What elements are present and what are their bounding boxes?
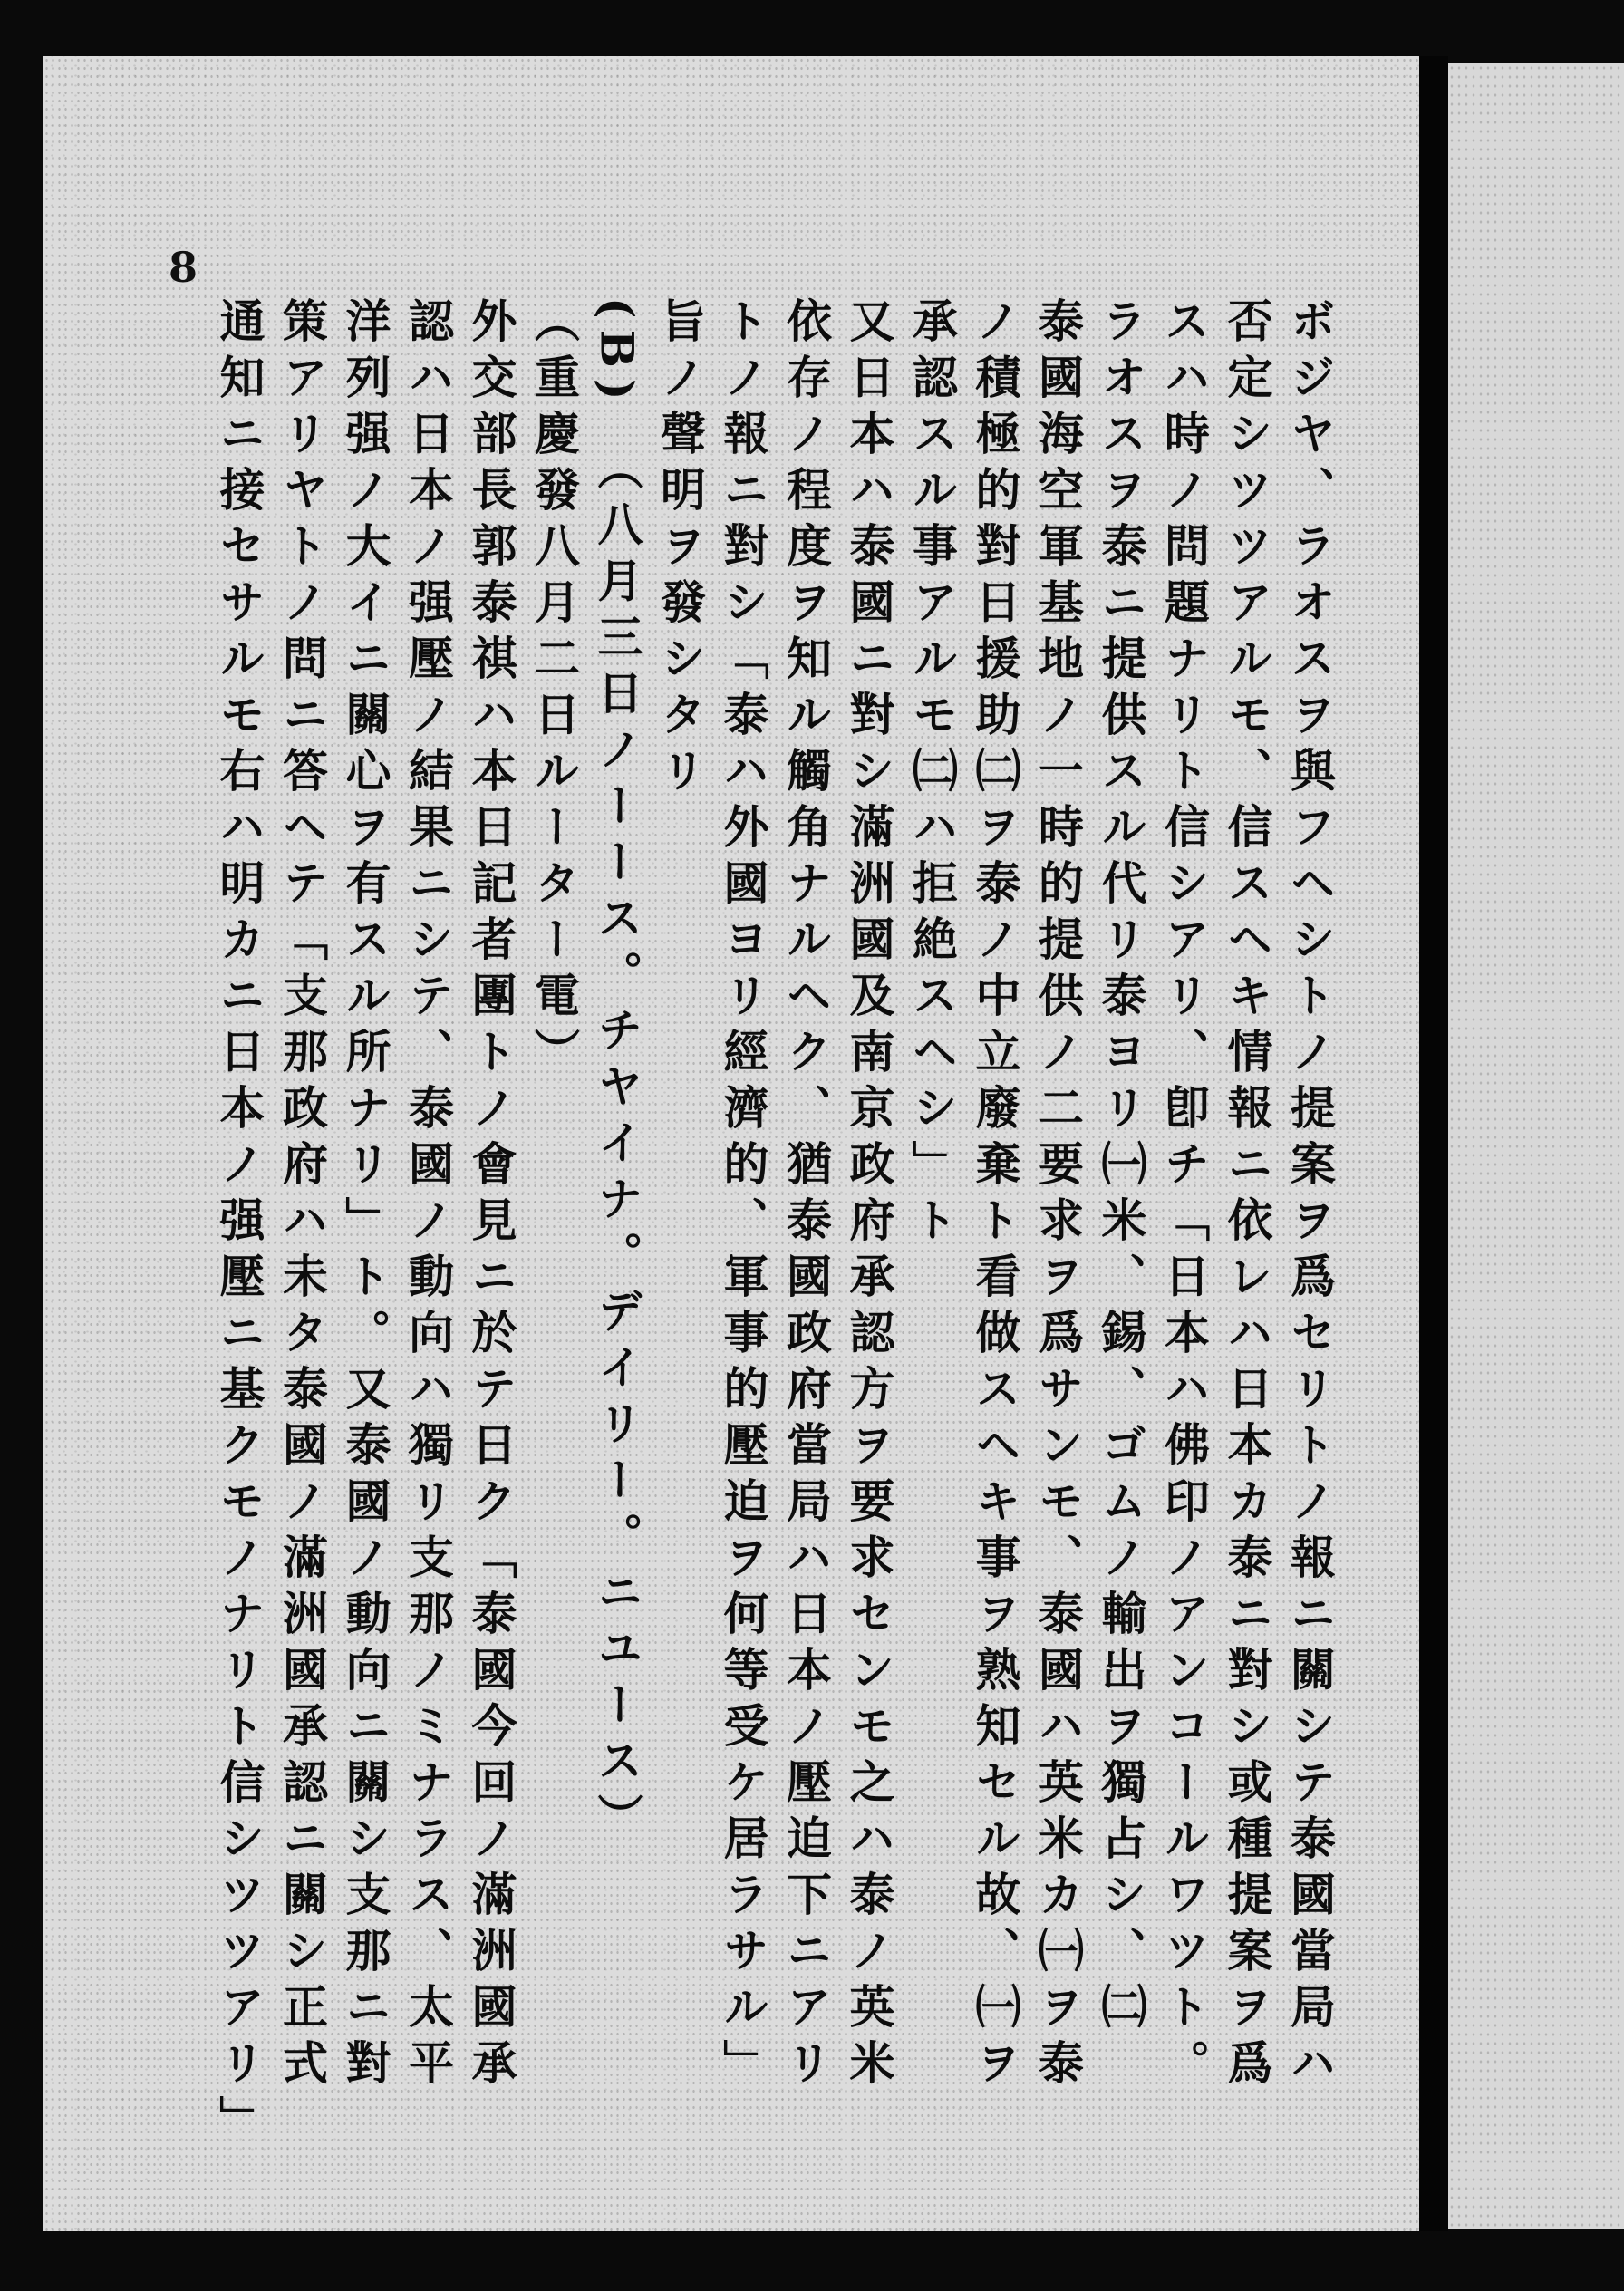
text-column-4: ラオスヲ泰ニ提供スル代リ泰ヨリ㈠米、錫、ゴムノ輸出ヲ獨占シ、㈡	[1094, 297, 1148, 2039]
text-column-14: 外交部長郭泰祺ハ本日記者團トノ會見ニ於テ日ク「泰國今回ノ滿洲國承	[464, 297, 518, 2095]
text-column-1: ボジヤ、ラオスヲ與フヘシトノ提案ヲ爲セリトノ報ニ關シテ泰國當局ハ	[1283, 297, 1337, 2095]
text-column-17: 策アリヤトノ問ニ答ヘテ「支那政府ハ未タ泰國ノ滿洲國承認ニ關シ正式	[276, 297, 329, 2095]
text-column-2: 否定シツツアルモ、信スヘキ情報ニ依レハ日本カ泰ニ對シ或種提案ヲ爲	[1220, 297, 1274, 2095]
text-column-18: 通知ニ接セサルモ右ハ明カニ日本ノ强壓ニ基クモノナリト信シツツアリ」	[212, 297, 266, 2151]
text-column-15: 認ハ日本ノ强壓ノ結果ニシテ、泰國ノ動向ハ獨リ支那ノミナラス、太平	[401, 297, 455, 2095]
page-number: 8	[169, 243, 198, 292]
source-citation-north-china-daily-news: (B) （八月三日ノーース。チヤイナ。デイリー。ニユース）	[590, 297, 644, 1850]
text-column-9: 依存ノ程度ヲ知ル觸角ナルヘク、猶泰國政府當局ハ日本ノ壓迫下ニアリ	[779, 297, 833, 2095]
text-column-16: 洋列强ノ大イニ關心ヲ有スル所ナリ」ト。又泰國ノ動向ニ關シ支那ニ對	[338, 297, 392, 2095]
text-column-7: 承認スル事アルモ㈡ハ拒絶スヘシ」ト	[905, 297, 959, 1252]
adjacent-page-edge	[1448, 63, 1624, 2229]
vertical-text-block	[163, 297, 1341, 2164]
text-column-3: スハ時ノ問題ナリト信シアリ、卽チ「日本ハ佛印ノアンコールワツト。	[1157, 297, 1211, 2095]
text-column-5: 泰國海空軍基地ノ一時的提供ノ二要求ヲ爲サンモ、泰國ハ英米カ㈠ヲ泰	[1031, 297, 1085, 2095]
book-gutter	[1419, 56, 1448, 2231]
source-citation-reuters: （重慶發八月二日ルーター電）	[527, 297, 581, 1084]
text-column-6: ノ積極的對日援助㈡ヲ泰ノ中立廢棄ト看做スヘキ事ヲ熟知セル故、㈠ヲ	[968, 297, 1022, 2095]
text-column-8: 又日本ハ泰國ニ對シ滿洲國及南京政府承認方ヲ要求センモ之ハ泰ノ英米	[842, 297, 896, 2095]
text-column-11: 旨ノ聲明ヲ發シタリ	[653, 297, 707, 803]
text-column-10: トノ報ニ對シ「泰ハ外國ヨリ經濟的、軍事的壓迫ヲ何等受ケ居ラサル」	[716, 297, 770, 2095]
